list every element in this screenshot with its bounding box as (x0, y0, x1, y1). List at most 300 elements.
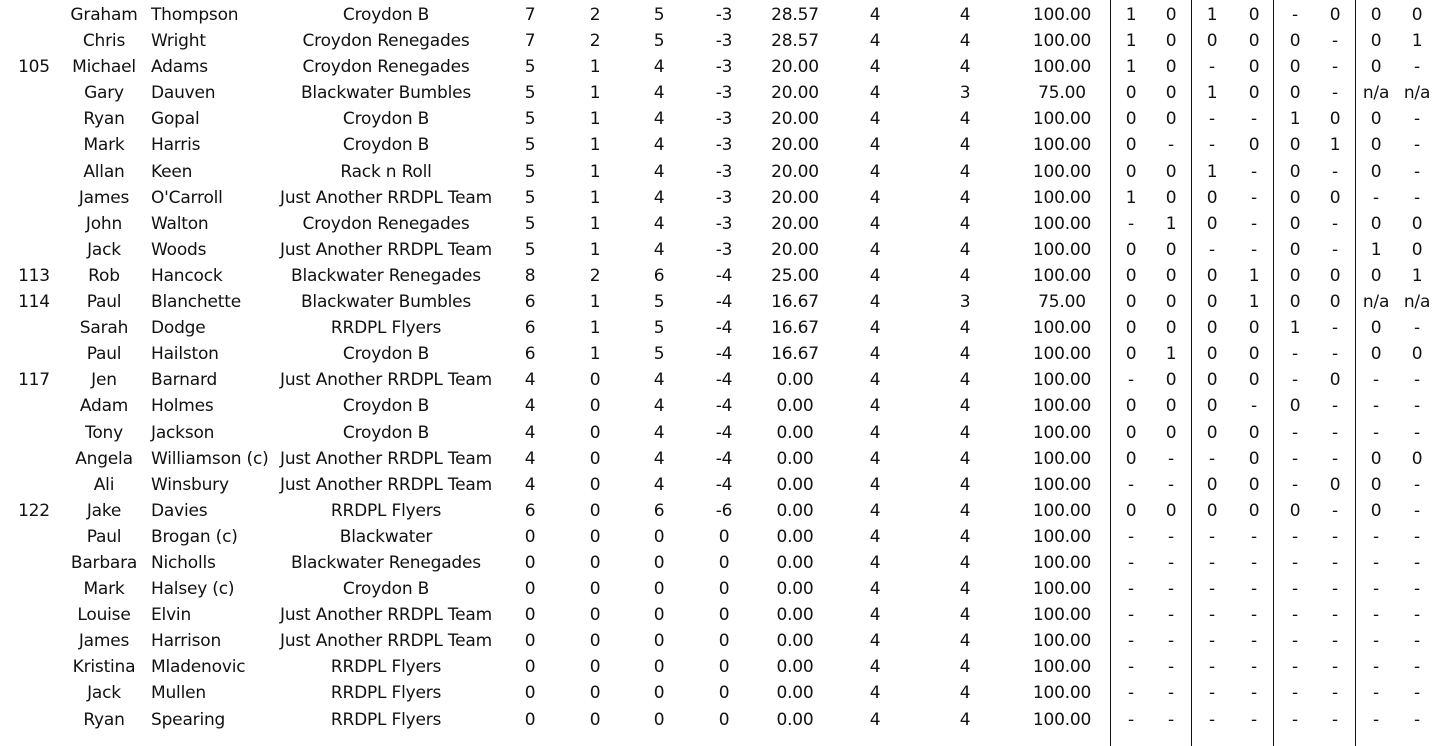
cell-first-name: Gary (84, 83, 124, 104)
cell-won: 1 (589, 135, 601, 156)
cell-result-4: 0 (1248, 344, 1260, 365)
cell-last-name: Thompson (151, 5, 239, 25)
cell-result-1: 1 (1125, 31, 1137, 52)
cell-result-3: - (1209, 552, 1215, 573)
cell-lost: 0 (653, 683, 665, 704)
cell-played: 4 (524, 370, 536, 391)
cell-first-name: Adam (79, 396, 129, 417)
cell-weeks-attended: 4 (959, 579, 971, 600)
cell-weeks-attended: 4 (959, 213, 971, 234)
cell-result-4: - (1251, 187, 1257, 208)
cell-team: RRDPL Flyers (330, 318, 442, 339)
cell-result-4: 1 (1248, 292, 1260, 313)
cell-result-5: 0 (1289, 57, 1301, 78)
cell-result-5: 1 (1289, 318, 1301, 339)
cell-result-7: 1 (1370, 239, 1382, 260)
cell-result-3: 0 (1206, 344, 1218, 365)
cell-difference: 0 (718, 631, 730, 652)
cell-first-name: Angela (75, 448, 133, 469)
cell-result-4: 0 (1248, 135, 1260, 156)
cell-difference: -3 (715, 57, 733, 78)
cell-result-8: - (1414, 370, 1420, 391)
cell-result-2: 0 (1165, 109, 1177, 130)
cell-result-7: 0 (1370, 161, 1382, 182)
cell-attendance-percentage: 75.00 (1038, 292, 1086, 313)
cell-weeks-attended: 4 (959, 657, 971, 678)
cell-result-6: 0 (1329, 265, 1341, 286)
table-row (0, 132, 1440, 158)
cell-win-percentage: 0.00 (776, 526, 814, 547)
cell-team: Croydon Renegades (302, 57, 470, 78)
cell-result-6: - (1332, 344, 1338, 365)
cell-last-name: Williamson (c) (151, 448, 269, 469)
cell-result-6: 0 (1329, 292, 1341, 313)
cell-result-8: 0 (1411, 213, 1423, 234)
cell-result-7: 0 (1370, 318, 1382, 339)
cell-result-5: - (1292, 579, 1298, 600)
cell-attendance-percentage: 100.00 (1032, 344, 1092, 365)
cell-position: 113 (18, 265, 50, 286)
cell-result-8: 0 (1411, 239, 1423, 260)
cell-win-percentage: 20.00 (771, 239, 819, 260)
cell-result-6: - (1332, 57, 1338, 78)
cell-difference: -4 (715, 265, 733, 286)
cell-attendance-percentage: 100.00 (1032, 187, 1092, 208)
cell-won: 2 (589, 5, 601, 25)
cell-result-8: - (1414, 57, 1420, 78)
cell-difference: -4 (715, 422, 733, 443)
cell-win-percentage: 28.57 (771, 5, 819, 25)
cell-weeks-available: 4 (869, 265, 881, 286)
cell-lost: 0 (653, 709, 665, 730)
cell-result-6: - (1332, 31, 1338, 52)
cell-played: 0 (524, 709, 536, 730)
cell-weeks-attended: 4 (959, 631, 971, 652)
cell-weeks-available: 4 (869, 448, 881, 469)
cell-result-5: 0 (1289, 239, 1301, 260)
cell-attendance-percentage: 100.00 (1032, 57, 1092, 78)
cell-team: Just Another RRDPL Team (280, 474, 492, 495)
cell-result-3: 1 (1206, 161, 1218, 182)
cell-win-percentage: 28.57 (771, 31, 819, 52)
cell-lost: 5 (653, 31, 665, 52)
cell-result-3: 0 (1206, 318, 1218, 339)
cell-first-name: Sarah (79, 318, 129, 339)
cell-played: 6 (524, 318, 536, 339)
cell-lost: 6 (653, 265, 665, 286)
cell-result-6: 0 (1329, 370, 1341, 391)
cell-first-name: James (78, 187, 130, 208)
cell-weeks-attended: 4 (959, 31, 971, 52)
cell-attendance-percentage: 100.00 (1032, 31, 1092, 52)
table-row (0, 28, 1440, 54)
cell-lost: 4 (653, 474, 665, 495)
cell-difference: -3 (715, 213, 733, 234)
cell-result-3: - (1209, 579, 1215, 600)
cell-result-5: 1 (1289, 109, 1301, 130)
cell-result-2: - (1168, 657, 1174, 678)
table-row (0, 498, 1440, 524)
cell-result-7: - (1373, 709, 1379, 730)
cell-result-6: - (1332, 239, 1338, 260)
cell-result-6: - (1332, 448, 1338, 469)
cell-weeks-attended: 4 (959, 109, 971, 130)
cell-last-name: Halsey (c) (151, 579, 235, 600)
cell-difference: -3 (715, 5, 733, 25)
cell-difference: -3 (715, 135, 733, 156)
cell-team: RRDPL Flyers (330, 709, 442, 730)
cell-result-7: - (1373, 683, 1379, 704)
cell-result-4: 0 (1248, 448, 1260, 469)
cell-attendance-percentage: 100.00 (1032, 318, 1092, 339)
cell-result-8: - (1414, 161, 1420, 182)
cell-result-6: - (1332, 500, 1338, 521)
cell-won: 1 (589, 161, 601, 182)
cell-attendance-percentage: 100.00 (1032, 161, 1092, 182)
cell-attendance-percentage: 100.00 (1032, 135, 1092, 156)
cell-win-percentage: 0.00 (776, 448, 814, 469)
cell-team: Blackwater Renegades (291, 552, 481, 573)
cell-result-8: - (1414, 605, 1420, 626)
cell-first-name: Ryan (83, 109, 125, 130)
cell-weeks-attended: 4 (959, 526, 971, 547)
cell-result-7: 0 (1370, 109, 1382, 130)
cell-difference: -4 (715, 344, 733, 365)
cell-result-2: - (1168, 135, 1174, 156)
cell-result-1: 0 (1125, 500, 1137, 521)
cell-team: RRDPL Flyers (330, 500, 442, 521)
cell-difference: 0 (718, 657, 730, 678)
cell-win-percentage: 16.67 (771, 344, 819, 365)
cell-weeks-attended: 4 (959, 605, 971, 626)
cell-result-1: - (1128, 474, 1134, 495)
cell-difference: -4 (715, 292, 733, 313)
cell-result-8: n/a (1403, 83, 1431, 104)
cell-result-4: - (1251, 709, 1257, 730)
table-row (0, 185, 1440, 211)
cell-team: Just Another RRDPL Team (280, 187, 492, 208)
cell-result-4: - (1251, 683, 1257, 704)
cell-weeks-available: 4 (869, 187, 881, 208)
cell-win-percentage: 0.00 (776, 631, 814, 652)
table-row (0, 80, 1440, 106)
cell-first-name: Ryan (83, 709, 125, 730)
cell-attendance-percentage: 100.00 (1032, 552, 1092, 573)
cell-result-4: 0 (1248, 83, 1260, 104)
cell-lost: 4 (653, 422, 665, 443)
cell-win-percentage: 20.00 (771, 213, 819, 234)
cell-last-name: Wright (151, 31, 206, 52)
cell-won: 0 (589, 631, 601, 652)
cell-weeks-attended: 4 (959, 683, 971, 704)
cell-result-1: 0 (1125, 318, 1137, 339)
cell-won: 2 (589, 265, 601, 286)
cell-difference: 0 (718, 579, 730, 600)
cell-difference: -6 (715, 500, 733, 521)
cell-won: 0 (589, 500, 601, 521)
cell-result-7: - (1373, 657, 1379, 678)
cell-last-name: Holmes (151, 396, 214, 417)
cell-last-name: O'Carroll (151, 187, 223, 208)
cell-played: 0 (524, 683, 536, 704)
cell-team: Croydon B (342, 135, 430, 156)
cell-first-name: Jack (87, 683, 121, 704)
cell-result-4: - (1251, 396, 1257, 417)
cell-weeks-available: 4 (869, 605, 881, 626)
cell-result-7: 0 (1370, 5, 1382, 25)
cell-weeks-available: 4 (869, 683, 881, 704)
cell-result-7: 0 (1370, 344, 1382, 365)
cell-result-3: 0 (1206, 213, 1218, 234)
cell-last-name: Adams (151, 57, 208, 78)
cell-played: 4 (524, 448, 536, 469)
table-row (0, 2, 1440, 28)
cell-result-2: 0 (1165, 500, 1177, 521)
cell-first-name: Tony (85, 422, 123, 443)
cell-difference: -3 (715, 31, 733, 52)
cell-played: 5 (524, 135, 536, 156)
cell-result-5: - (1292, 448, 1298, 469)
cell-last-name: Elvin (151, 605, 192, 626)
cell-lost: 4 (653, 213, 665, 234)
cell-played: 0 (524, 605, 536, 626)
cell-result-8: - (1414, 318, 1420, 339)
table-row (0, 54, 1440, 80)
cell-result-2: 0 (1165, 187, 1177, 208)
table-row (0, 263, 1440, 289)
cell-result-2: 0 (1165, 31, 1177, 52)
cell-result-8: - (1414, 396, 1420, 417)
cell-first-name: Kristina (72, 657, 136, 678)
cell-played: 6 (524, 344, 536, 365)
table-row (0, 315, 1440, 341)
cell-first-name: Louise (77, 605, 131, 626)
cell-result-7: 0 (1370, 500, 1382, 521)
cell-team: Blackwater Bumbles (300, 292, 472, 313)
cell-last-name: Mladenovic (151, 657, 246, 678)
cell-result-7: 0 (1370, 57, 1382, 78)
cell-won: 0 (589, 370, 601, 391)
column-divider (1273, 0, 1274, 746)
cell-result-1: 0 (1125, 344, 1137, 365)
cell-result-4: - (1251, 161, 1257, 182)
cell-lost: 5 (653, 5, 665, 25)
cell-result-8: 1 (1411, 265, 1423, 286)
cell-difference: -3 (715, 161, 733, 182)
cell-weeks-available: 4 (869, 370, 881, 391)
table-row (0, 524, 1440, 550)
column-divider (1355, 0, 1356, 746)
cell-lost: 0 (653, 657, 665, 678)
cell-result-3: - (1209, 526, 1215, 547)
cell-team: Croydon B (342, 396, 430, 417)
cell-lost: 4 (653, 83, 665, 104)
cell-weeks-attended: 4 (959, 552, 971, 573)
cell-position: 117 (18, 370, 50, 391)
cell-weeks-attended: 3 (959, 292, 971, 313)
cell-result-8: - (1414, 474, 1420, 495)
cell-result-6: 0 (1329, 5, 1341, 25)
cell-result-3: 0 (1206, 31, 1218, 52)
cell-result-7: 0 (1370, 135, 1382, 156)
cell-result-5: 0 (1289, 161, 1301, 182)
cell-lost: 4 (653, 187, 665, 208)
cell-result-4: - (1251, 579, 1257, 600)
table-row (0, 289, 1440, 315)
cell-weeks-attended: 4 (959, 344, 971, 365)
cell-last-name: Nicholls (151, 552, 216, 573)
cell-win-percentage: 0.00 (776, 552, 814, 573)
cell-won: 0 (589, 396, 601, 417)
cell-result-3: 0 (1206, 422, 1218, 443)
cell-win-percentage: 0.00 (776, 683, 814, 704)
cell-weeks-available: 4 (869, 526, 881, 547)
cell-last-name: Dodge (151, 318, 206, 339)
cell-result-4: 0 (1248, 31, 1260, 52)
cell-result-3: 0 (1206, 370, 1218, 391)
cell-played: 5 (524, 109, 536, 130)
cell-result-7: - (1373, 187, 1379, 208)
cell-result-5: - (1292, 709, 1298, 730)
cell-result-4: - (1251, 213, 1257, 234)
cell-played: 0 (524, 631, 536, 652)
cell-result-7: - (1373, 605, 1379, 626)
cell-result-8: 0 (1411, 448, 1423, 469)
cell-result-2: 0 (1165, 5, 1177, 25)
cell-difference: -3 (715, 239, 733, 260)
cell-team: Croydon B (342, 109, 430, 130)
cell-result-5: 0 (1289, 396, 1301, 417)
cell-difference: -4 (715, 396, 733, 417)
cell-lost: 4 (653, 448, 665, 469)
cell-result-2: 0 (1165, 161, 1177, 182)
cell-weeks-available: 4 (869, 552, 881, 573)
cell-weeks-available: 4 (869, 422, 881, 443)
cell-attendance-percentage: 100.00 (1032, 526, 1092, 547)
cell-attendance-percentage: 100.00 (1032, 579, 1092, 600)
cell-win-percentage: 20.00 (771, 109, 819, 130)
cell-weeks-attended: 4 (959, 448, 971, 469)
cell-result-7: - (1373, 396, 1379, 417)
cell-result-6: - (1332, 526, 1338, 547)
cell-lost: 5 (653, 344, 665, 365)
cell-result-4: - (1251, 239, 1257, 260)
cell-played: 5 (524, 57, 536, 78)
column-divider (1191, 0, 1192, 746)
cell-last-name: Barnard (151, 370, 218, 391)
cell-result-6: - (1332, 83, 1338, 104)
cell-attendance-percentage: 100.00 (1032, 109, 1092, 130)
cell-result-2: 0 (1165, 57, 1177, 78)
cell-win-percentage: 0.00 (776, 370, 814, 391)
cell-played: 5 (524, 161, 536, 182)
table-row (0, 341, 1440, 367)
cell-result-8: - (1414, 422, 1420, 443)
cell-lost: 4 (653, 109, 665, 130)
cell-lost: 0 (653, 579, 665, 600)
cell-team: Croydon B (342, 422, 430, 443)
cell-result-3: 0 (1206, 292, 1218, 313)
cell-weeks-available: 4 (869, 657, 881, 678)
cell-result-3: 0 (1206, 265, 1218, 286)
cell-result-6: - (1332, 605, 1338, 626)
cell-last-name: Davies (151, 500, 208, 521)
cell-played: 6 (524, 500, 536, 521)
cell-last-name: Harris (151, 135, 201, 156)
cell-result-2: 0 (1165, 370, 1177, 391)
cell-result-8: - (1414, 631, 1420, 652)
cell-difference: -4 (715, 474, 733, 495)
cell-result-4: 0 (1248, 474, 1260, 495)
cell-result-5: 0 (1289, 500, 1301, 521)
cell-result-1: - (1128, 709, 1134, 730)
cell-last-name: Keen (151, 161, 193, 182)
cell-last-name: Hancock (151, 265, 223, 286)
cell-result-2: 0 (1165, 239, 1177, 260)
cell-result-5: - (1292, 474, 1298, 495)
cell-attendance-percentage: 100.00 (1032, 422, 1092, 443)
cell-played: 0 (524, 526, 536, 547)
cell-win-percentage: 25.00 (771, 265, 819, 286)
cell-weeks-attended: 3 (959, 83, 971, 104)
cell-result-1: - (1128, 683, 1134, 704)
cell-team: Just Another RRDPL Team (280, 370, 492, 391)
cell-win-percentage: 20.00 (771, 57, 819, 78)
cell-result-4: - (1251, 605, 1257, 626)
cell-result-3: 0 (1206, 474, 1218, 495)
cell-weeks-available: 4 (869, 161, 881, 182)
cell-played: 4 (524, 396, 536, 417)
cell-result-2: 0 (1165, 318, 1177, 339)
cell-weeks-available: 4 (869, 344, 881, 365)
cell-result-5: - (1292, 344, 1298, 365)
cell-first-name: Mark (83, 579, 125, 600)
cell-last-name: Harrison (151, 631, 222, 652)
cell-last-name: Woods (151, 239, 207, 260)
cell-result-3: - (1209, 135, 1215, 156)
cell-position: 122 (18, 500, 50, 521)
cell-result-3: - (1209, 239, 1215, 260)
cell-win-percentage: 0.00 (776, 500, 814, 521)
cell-result-5: 0 (1289, 265, 1301, 286)
cell-result-6: 0 (1329, 474, 1341, 495)
cell-weeks-available: 4 (869, 135, 881, 156)
cell-attendance-percentage: 100.00 (1032, 474, 1092, 495)
cell-difference: 0 (718, 552, 730, 573)
cell-last-name: Winsbury (151, 474, 229, 495)
cell-difference: -4 (715, 318, 733, 339)
cell-weeks-available: 4 (869, 396, 881, 417)
cell-weeks-attended: 4 (959, 709, 971, 730)
cell-won: 1 (589, 187, 601, 208)
cell-team: Rack n Roll (340, 161, 432, 182)
cell-weeks-attended: 4 (959, 396, 971, 417)
table-row (0, 628, 1440, 654)
cell-played: 4 (524, 474, 536, 495)
cell-result-5: 0 (1289, 135, 1301, 156)
cell-result-7: 0 (1370, 31, 1382, 52)
cell-weeks-available: 4 (869, 5, 881, 25)
cell-result-4: 0 (1248, 57, 1260, 78)
cell-position: 105 (18, 57, 50, 78)
cell-won: 0 (589, 683, 601, 704)
cell-result-5: - (1292, 370, 1298, 391)
cell-result-2: - (1168, 631, 1174, 652)
cell-result-3: - (1209, 657, 1215, 678)
cell-result-2: 0 (1165, 396, 1177, 417)
cell-lost: 6 (653, 500, 665, 521)
cell-win-percentage: 16.67 (771, 318, 819, 339)
